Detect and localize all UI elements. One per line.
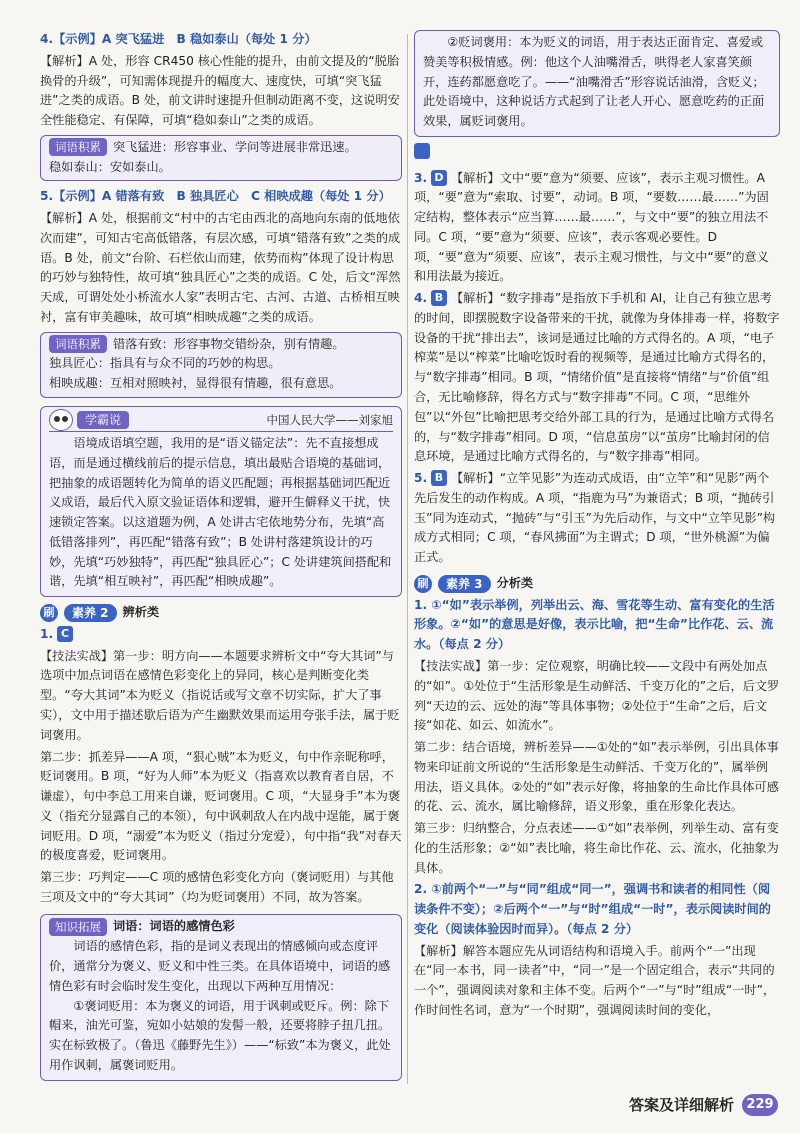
knowledge-para: ①褒词贬用：本为褒义的词语，用于讽刺或贬斥。例：除下帽来，油光可鉴，宛如小姑娘的发髻一般，还要将脖子扭几扭。实在标致极了。（鲁迅《藤野先生》）——“标致”本为褒义，此处用作讽刺，属褒词贬用。 [49, 998, 391, 1072]
section-name: 分析类 [496, 575, 534, 590]
q1-step3: 第三步：巧判定——C 项的感情色彩变化方向（褒词贬用）与其他三项及文中的“夸大其词”（均为贬词褒用）不同，故为答案。 [40, 870, 394, 904]
q1-step2: 第二步：抓差异——A 项，“狠心贼”本为贬义，句中作亲昵称呼，贬词褒用。B 项，“好为人师”本为贬义（指喜欢以教育者自居，不谦虚），句中李总工用来自谦，贬词褒用。C 项，“大显身手”本为褒义（指充分显露自己的本领），句中讽刺敌人在内战中逞能，属于褒词贬用。D 项，“溺爱”本为贬义（指过分宠爱），句中指“我”对春天的极度喜爱，贬词褒用。 [40, 749, 402, 863]
page-footer [629, 1093, 778, 1117]
xueba-header [49, 409, 393, 432]
q5-analysis: 【解析】A 处，根据前文“村中的古宅由西北的高地向东南的低地依次而建”，可知古宅高低错落，有层次感，可填“错落有致”之类的成语。B 处，前文“台阶、石栏依山而建，依势而构”体现了设计构思的巧妙与独特性，故可填“独具匠心”之类的成语。C 处，后文“浑然天成，可谓处处小桥流水人家”表明古宅、古河、古道、古桥相互映衬，富有审美趣味，故可填“相映成趣”之类的成语。 [40, 211, 401, 324]
answer-letter-badge: B [431, 290, 447, 306]
answer-letter-badge: B [431, 470, 447, 486]
vocab-line: 独具匠心：指具有与众不同的巧妙的构思。 [49, 356, 281, 371]
vocab-line: 稳如泰山：安如泰山。 [49, 159, 171, 174]
section-badge-icon: 刷 [40, 604, 58, 622]
knowledge-para: ②贬词褒用：本为贬义的词语，用于表达正面肯定、喜爱或赞美等积极情感。例：他这个人油嘴滑舌，哄得老人家喜笑颜开，连药都愿意吃了。——“油嘴滑舌”形容说话油滑，含贬义；此处语境中，这种说话方式起到了让老人开心、愿意吃药的正面效果，属贬词褒用。 [423, 35, 765, 129]
q1-step1: 【技法实战】第一步：明方向——本题要求辨析文中“夸大其词”与选项中加点词语在感情色彩变化上的异同，核心是判断变化类型。“夸大其词”本为贬义（指说话或写文章不切实际，扩大了事实），文中用于描述歇后语为产生幽默效果而运用夸张手法，属于贬词褒用。 [40, 648, 400, 742]
left-column [40, 30, 402, 1085]
column-divider [407, 34, 408, 1084]
s3-q1-step3: 第三步：归纳整合，分点表述——①“如”表举例，列举生动、富有变化的生活形象；②“如”表比喻，将生命比作花、云、流水，化抽象为具体。 [414, 821, 779, 875]
xueba-text: 语境成语填空题，我用的是“语义锚定法”：先不直接想成语，而是通过横线前后的提示信息，填出最贴合语境的基础词，把抽象的成语题转化为简单的语义匹配题；再根据基础词匹配近义成语，最后代入原文验证语体和逻辑，避开生僻释义干扰，快速锁定答案。以这道题为例，A 处讲古宅依地势分布，先填“高低错落排列”，再匹配“错落有致”；B 处讲村落建筑设计的巧妙，先填“巧妙独特”，再匹配“独具匠心”；C 处讲建筑间搭配和谐，先填“相互映衬”，再匹配“相映成趣”。 [49, 436, 392, 589]
s3-q1-head: 1. ①“如”表示举例，列举出云、海、雪花等生动、富有变化的生活形象。②“如”的意思是好像，表示比喻，把“生命”比作花、云、流水。（每点 2 分） [414, 597, 775, 652]
vocab-label: 词语积累 [49, 138, 107, 156]
q1-answer: 1. C [40, 625, 402, 645]
answer-letter-badge: C [57, 626, 73, 642]
knowledge-label: 知识拓展 [49, 918, 107, 936]
page-number: 229 [742, 1094, 778, 1116]
answer-letter-badge [414, 143, 430, 159]
section-title: 素养 3 [438, 575, 491, 593]
xueba-author: 中国人民大学——刘家旭 [266, 412, 393, 427]
answer-letter-badge: D [431, 170, 447, 186]
s3-q1-step1: 【技法实战】第一步：定位观察，明确比较——文段中有两处加点的“如”。①处位于“生活形象是生动鲜活、千变万化的”之后，后文罗列“天边的云、远处的海”等具体事物；②处位于“生命”之后，后文接“如花、如云、如流水”。 [414, 658, 780, 733]
vocab-label: 词语积累 [49, 335, 107, 353]
footer-label: 答案及详细解析 [628, 1095, 734, 1114]
r-q4: 4. B 【解析】“数字排毒”是指放下手机和 AI，让自己有独立思考的时间，即摆脱数字设备带来的干扰，就像为身体排毒一样，将数字设备的干扰“排出去”，该词是通过比喻的方式得名的。A 项，“电子榨菜”是以“榨菜”比喻吃饭时看的视频等，是通过比喻方式得名的，与“数字排毒”相同。B 项，“情绪价值”是直接将“情绪”与“价值”组合，无比喻修辞，得名方式与“数字排毒”不同。C 项，“思维外包”以“外包”比喻把思考交给外部工具的行为，是通过比喻方式得名的，与“数字排毒”相同。D 项，“信息茧房”以“茧房”比喻封闭的信息环境，是通过比喻方式得名的，与“数字排毒”相同。 [414, 291, 780, 464]
xueba-box [40, 406, 402, 597]
s3-q1-step2: 第二步：结合语境，辨析差异——①处的“如”表示举例，引出具体事物来印证前文所说的“生活形象是生动鲜活、千变万化的”，属举例用法，语义具体。②处的“如”表示好像，将抽象的生命比作具体可感的花、云、流水，属比喻修辞，语义形象，重在形象化表达。 [414, 740, 779, 814]
knowledge-box [40, 914, 402, 1081]
section-badge-icon: 刷 [414, 575, 432, 593]
knowledge-para: 词语的感情色彩，指的是词义表现出的情感倾向或态度评价，通常分为褒义、贬义和中性三类。在具体语境中，词语的感情色彩有时会临时发生变化，出现以下两种互用情况： [49, 939, 391, 993]
q4-head: 4.【示例】A 突飞猛进 B 稳如泰山（每处 1 分） [40, 32, 317, 46]
q5-head: 5.【示例】A 错落有致 B 独具匠心 C 相映成趣（每处 1 分） [40, 189, 391, 204]
section-name: 辨析类 [122, 605, 160, 620]
vocab-line: 错落有致：形容事物交错纷杂，别有情趣。 [113, 336, 345, 351]
vocab-line: 突飞猛进：形容事业、学问等进展非常迅速。 [113, 139, 357, 154]
section-2-header [40, 603, 402, 623]
section-3-header [414, 574, 780, 594]
vocab-line: 相映成趣：互相对照映衬，显得很有情趣，很有意思。 [49, 376, 342, 391]
q4-analysis: 【解析】A 处，形容 CR450 核心性能的提升，由前文提及的“脱胎换骨的升级”，可知需体现提升的幅度大、速度快，可填“突飞猛进”之类的成语。B 处，前文讲时速提升但制动距离不变，这说明安全性能稳定、有保障，可填“稳如泰山”之类的成语。 [40, 53, 400, 128]
right-column [414, 30, 780, 1023]
knowledge-title: 词语：词语的感情色彩 [113, 918, 235, 933]
vocab-box-q4 [40, 135, 402, 182]
owl-mascot-icon [49, 409, 73, 431]
s3-q2-head: 2. ①前两个“一”与“同”组成“同一”，强调书和读者的相同性（阅读条件不变）；②后两个“一”与“时”组成“一时”，表示阅读时间的变化（阅读体验因时而异）。（每点 2 分） [414, 882, 771, 936]
xueba-tag: 学霸说 [77, 411, 129, 429]
r-q3: 3. D 【解析】文中“要”意为“须要、应该”，表示主观习惯性。A 项，“要”意为“索取、讨要”，动词。B 项，“要数……最……”为固定结构，整体表示“应当算……最……”，与文中“要”的独立用法不同。C 项，“要”意为“须要、应该”，表示客观必要性。D 项，“要”意为“须要、应该”，表示主观习惯性，与文中“要”的意义和用法最为接近。 [414, 170, 769, 284]
r-q5: 5. B 【解析】“立竿见影”为连动式成语，由“立竿”和“见影”两个先后发生的动作构成。A 项，“指鹿为马”为兼语式；B 项，“抛砖引玉”同为连动式，“抛砖”与“引玉”为先后动作，与文中“立竿见影”构成方式相同；C 项，“春风拂面”为主谓式；D 项，“世外桃源”为偏正式。 [414, 471, 776, 565]
vocab-box-q5 [40, 332, 402, 398]
s3-q2-analysis: 【解析】解答本题应先从词语结构和语境入手。前两个“一”出现在“同一本书，同一读者”中，“同一”是一个固定组合，表示“共同的一个”，强调阅读对象和主体不变。后两个“一”与“时”组成“一时”，作时间性名词，意为“一个时期”，强调阅读时间的变化， [414, 943, 776, 1017]
knowledge-box-continued [414, 30, 780, 137]
section-title: 素养 2 [64, 604, 117, 622]
r-q2 [414, 143, 780, 167]
